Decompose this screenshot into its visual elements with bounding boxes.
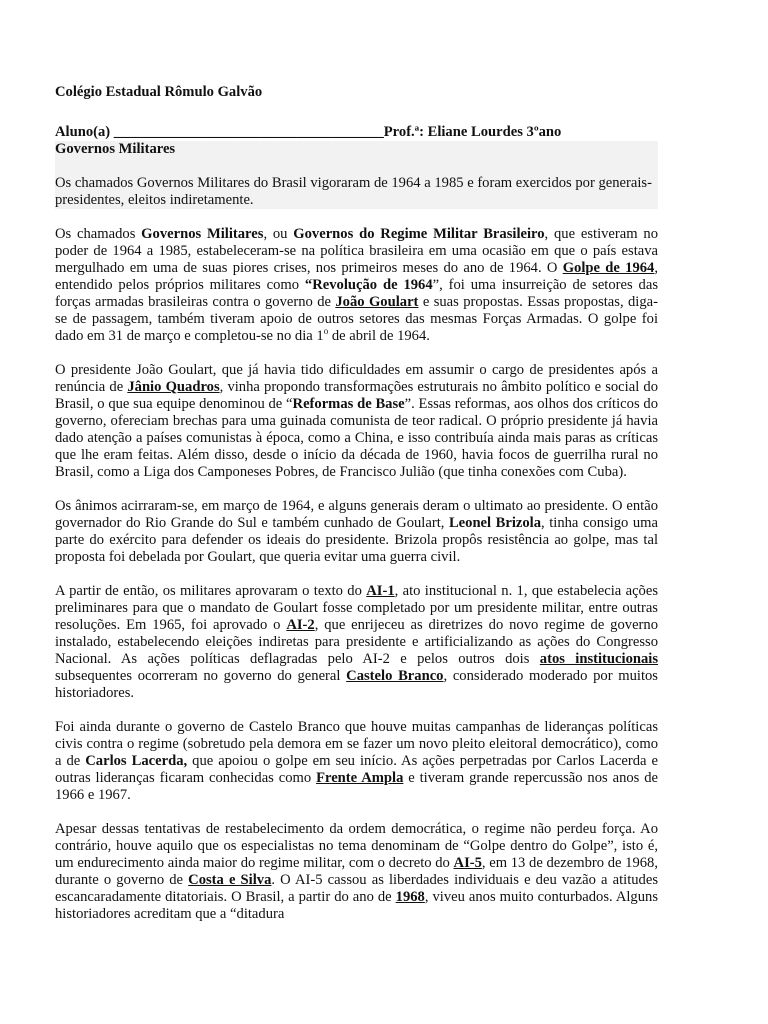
paragraph-2	[55, 362, 658, 481]
text: Foi ainda durante o governo de Castelo Branco que houve muitas campanhas de lideranças políticas civis contra o regime (sobretudo pela demora em se fazer um novo pleito eleitoral democrático), como a de	[55, 719, 658, 769]
link-ai-1[interactable]: AI-1	[366, 583, 395, 599]
link-castelo-branco[interactable]: Castelo Branco	[346, 668, 444, 684]
text: ”, foi uma insurreição de setores das forças armadas brasileiras contra o governo de	[55, 277, 659, 310]
text: e tiveram grande repercussão nos anos de 1966 e 1967.	[55, 770, 658, 803]
text: , ou	[263, 226, 294, 242]
document-content	[55, 84, 658, 923]
text: , que enrijeceu as diretrizes do novo regime de governo instalado, estabelecendo eleições indiretas para presidente e artificializando as ações do Congresso Nacional. As ações políticas deflagradas pelo AI-2 e pelos outros dois	[55, 617, 659, 667]
bold-term: “Revolução de 1964	[304, 277, 433, 293]
link-ai-5[interactable]: AI-5	[453, 855, 482, 871]
text: . O AI-5 cassou as liberdades individuais e deu vazão a atitudes escancaradamente ditatoriais. O Brasil, a partir do ano de	[55, 872, 659, 905]
paragraph-5	[55, 719, 658, 804]
paragraph-6	[55, 821, 658, 923]
text: , que estiveram no poder de 1964 a 1985, estabeleceram-se na política brasileira em uma ocasião em que o país estava mergulhado em uma de suas piores crises, nos primeiros meses do ano de 1964. O	[55, 226, 658, 276]
paragraph-3	[55, 498, 658, 566]
document-title: Governos Militares	[55, 141, 176, 157]
text: A partir de então, os militares aprovaram o texto do	[55, 583, 367, 599]
text: , considerado moderado por muitos historiadores.	[55, 668, 658, 701]
text: , ato institucional n. 1, que estabelecia ações preliminares para que o mandato de Goulart fosse completado por um presidente militar, entre outras resoluções. Em 1965, foi aprovado o	[55, 583, 658, 633]
link-ai-2[interactable]: AI-2	[286, 617, 315, 633]
paragraph-1	[55, 226, 658, 345]
shaded-intro-block	[55, 141, 658, 209]
student-teacher-line: Aluno(a) _____________________________________Prof.ª: Eliane Lourdes 3ºano	[55, 124, 562, 140]
text: que apoiou o golpe em seu início. As ações perpetradas por Carlos Lacerda e outras lideranças ficaram conhecidas como	[55, 753, 658, 786]
school-name: Colégio Estadual Rômulo Galvão	[55, 84, 263, 100]
bold-term: Carlos Lacerda,	[85, 753, 188, 769]
link-costa-e-silva[interactable]: Costa e Silva	[188, 872, 272, 888]
text: Os chamados	[55, 226, 142, 242]
text: subsequentes ocorreram no governo do general	[55, 668, 347, 684]
link-janio-quadros[interactable]: Jânio Quadros	[127, 379, 220, 395]
text: , entendido pelos próprios militares como	[55, 260, 658, 293]
link-frente-ampla[interactable]: Frente Ampla	[316, 770, 404, 786]
text: , viveu anos muito conturbados. Alguns historiadores acreditam que a “ditadura	[55, 889, 658, 922]
link-joao-goulart[interactable]: João Goulart	[335, 294, 419, 310]
bold-term: Governos do Regime Militar Brasileiro	[293, 226, 545, 242]
text: de abril de 1964.	[328, 328, 430, 344]
link-1968[interactable]: 1968	[395, 889, 425, 905]
superscript: o	[323, 326, 329, 337]
link-atos-institucionais[interactable]: atos institucionais	[539, 651, 659, 667]
link-golpe-1964[interactable]: Golpe de 1964	[562, 260, 655, 276]
bold-term: Reformas de Base	[292, 396, 405, 412]
intro-paragraph: Os chamados Governos Militares do Brasil vigoraram de 1964 a 1985 e foram exercidos por generais-presidentes, eleitos indiretamente.	[55, 175, 652, 208]
text: , tinha consigo uma parte do exército para defender os ideais do presidente. Brizola propôs resistência ao golpe, mas tal proposta foi debelada por Goulart, que queria evitar uma guerra civil.	[55, 515, 658, 565]
bold-term: Governos Militares	[141, 226, 264, 242]
text: ”. Essas reformas, aos olhos dos críticos do governo, ofereciam brechas para uma guinada comunista de teor radical. O próprio presidente já havia dado atenção a países comunistas à época, como a China, e isso contribuía ainda mais paras as críticas que lhe eram feitas. Além disso, desde o início da década de 1960, havia focos de guerrilha rural no Brasil, como a Liga dos Camponeses Pobres, de Francisco Julião (que tinha conexões com Cuba).	[55, 396, 658, 480]
text: Os ânimos acirraram-se, em março de 1964, e alguns generais deram o ultimato ao presidente. O então governador do Rio Grande do Sul e também cunhado de Goulart,	[55, 498, 658, 531]
bold-term: Leonel Brizola	[448, 515, 542, 531]
text: , vinha propondo transformações estruturais no âmbito político e social do Brasil, o que sua equipe denominou de “	[55, 379, 659, 412]
text: , em 13 de dezembro de 1968, durante o governo de	[55, 855, 658, 888]
text: e suas propostas. Essas propostas, diga-se de passagem, também tiveram apoio de outros setores das mesmas Forças Armadas. O golpe foi dado em 31 de março e completou-se no dia 1	[55, 294, 658, 344]
text: O presidente João Goulart, que já havia tido dificuldades em assumir o cargo de presidentes após a renúncia de	[55, 362, 658, 395]
text: Apesar dessas tentativas de restabelecimento da ordem democrática, o regime não perdeu força. Ao contrário, houve aquilo que os especialistas no tema denominam de “Golpe dentro do Golpe”, isto é, um endurecimento ainda maior do regime militar, com o decreto do	[55, 821, 658, 871]
paragraph-4	[55, 583, 658, 702]
